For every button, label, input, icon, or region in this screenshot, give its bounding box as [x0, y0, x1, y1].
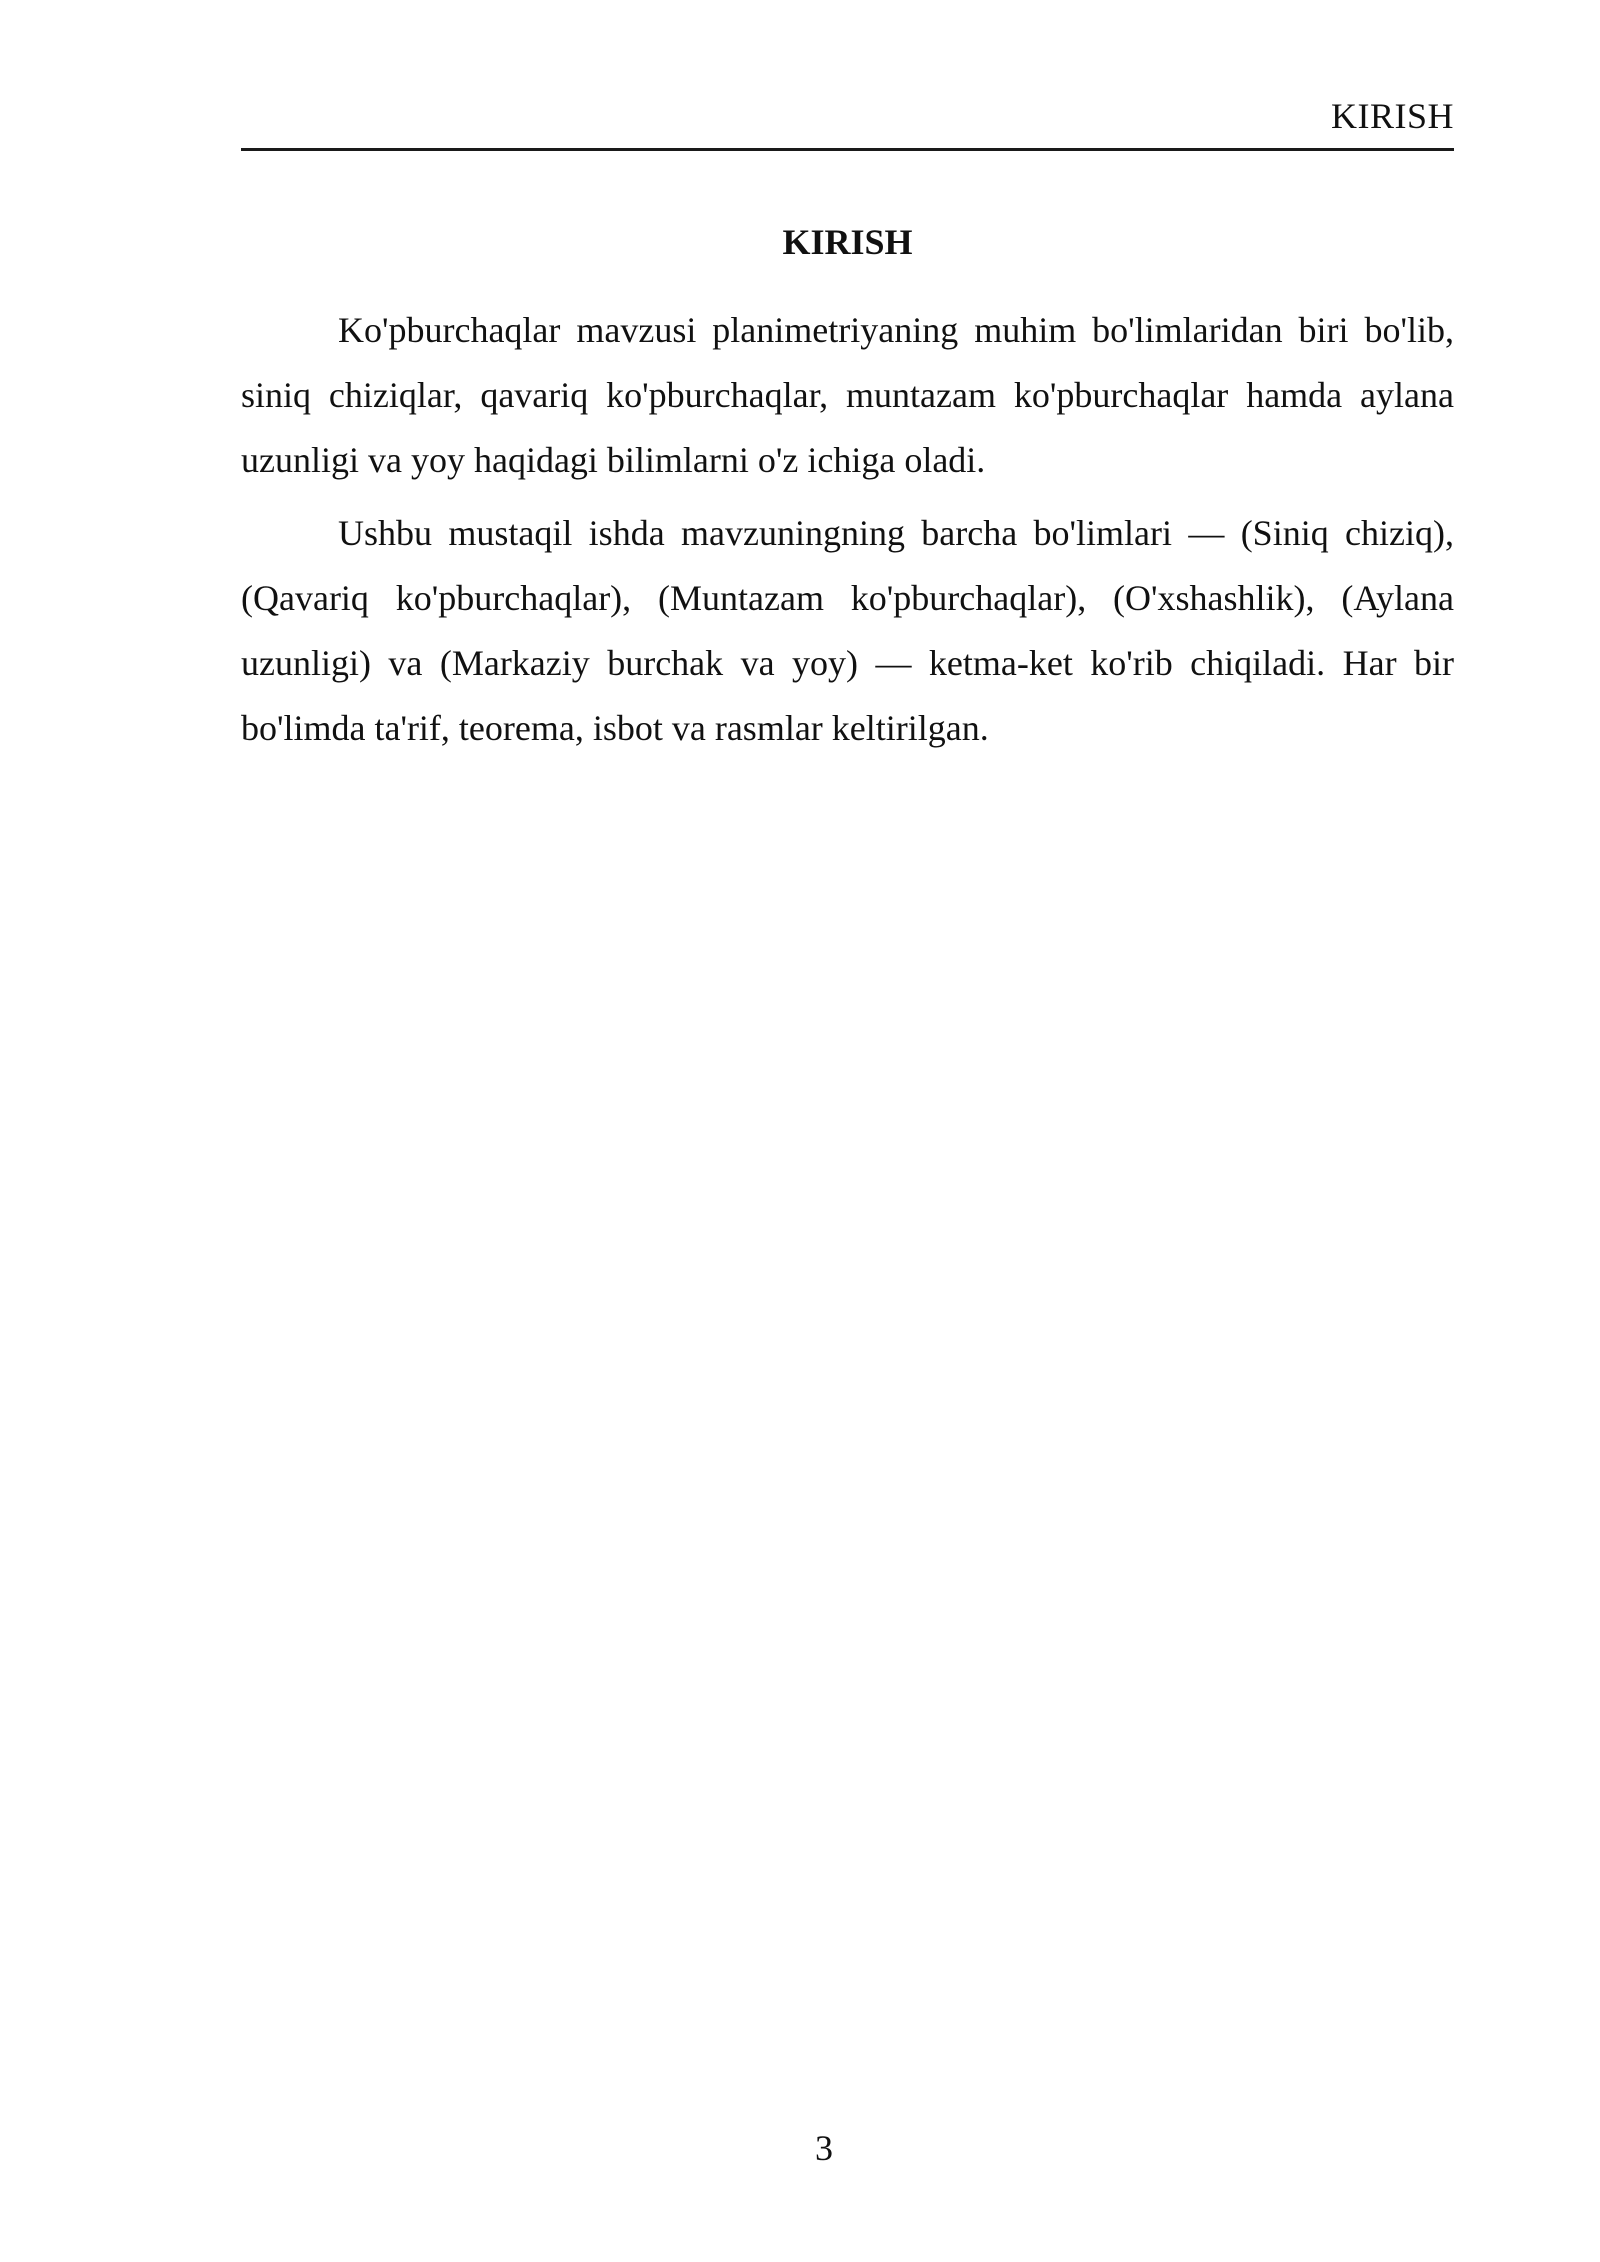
body-text [241, 298, 1454, 769]
section-heading: KIRISH [782, 222, 913, 262]
paragraph-intro: Ko'pburchaqlar mavzusi planimetriyaning muhim bo'limlaridan biri bo'lib, siniq chiziqlar, qavariq ko'pburchaqlar, muntazam ko'pburchaqlar hamda aylana uzunligi va yoy haqidagi bilimlarni o'z ichiga oladi. [241, 310, 1454, 480]
running-header [241, 92, 1454, 151]
paragraph-overview: Ushbu mustaqil ishda mavzuningning barcha bo'limlari — (Siniq chiziq), (Qavariq ko'pburchaqlar), (Muntazam ko'pburchaqlar), (O'xshashlik), (Aylana uzunligi) va (Markaziy burchak va yoy) — ketma-ket ko'rib chiqiladi. Har bir bo'limda ta'rif, teorema, isbot va rasmlar keltirilgan. [241, 513, 1454, 748]
running-header-title: KIRISH [1330, 96, 1454, 136]
page-number: 3 [815, 2128, 833, 2168]
